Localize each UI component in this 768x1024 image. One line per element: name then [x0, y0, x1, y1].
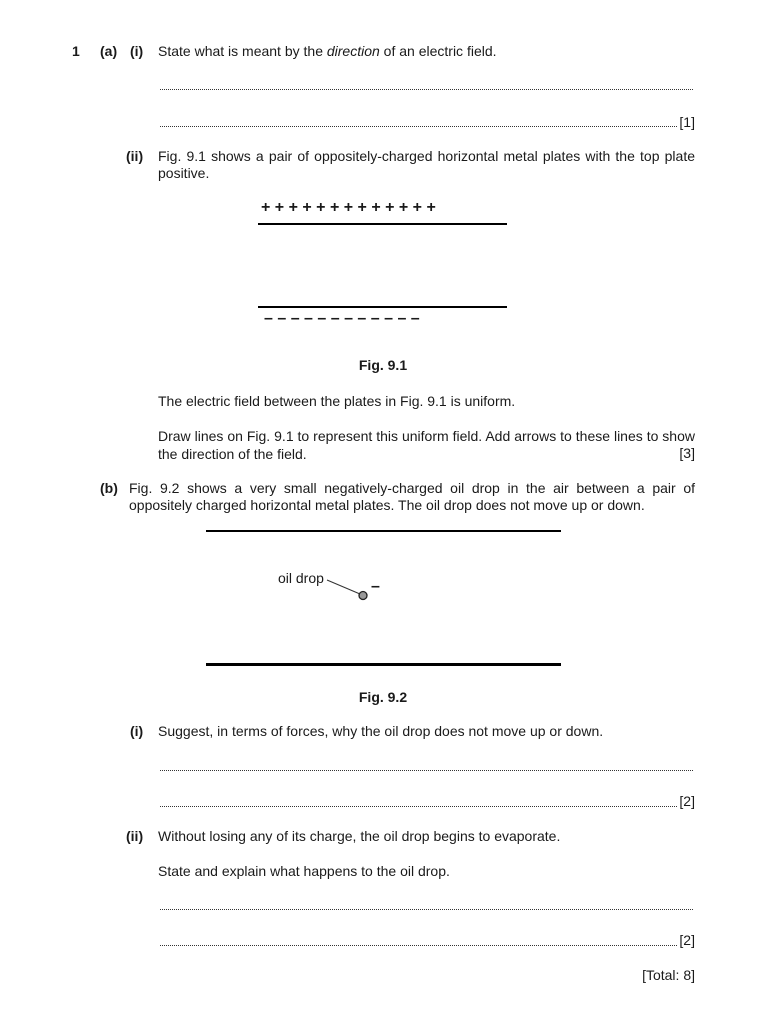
answer-line[interactable] [160, 126, 677, 127]
question-number: 1 [72, 43, 80, 59]
bottom-plate [258, 306, 507, 308]
part-b-ii-question: State and explain what happens to the oil drop. [158, 863, 450, 879]
part-a-ii-instruction: Draw lines on Fig. 9.1 to represent this uniform field. Add arrows to these lines to show the direction of the field. [158, 428, 695, 462]
part-b-ii-statement: Without losing any of its charge, the oil drop begins to evaporate. [158, 828, 561, 844]
answer-line[interactable] [160, 89, 693, 90]
part-a-i-mark: [1] [679, 114, 695, 130]
answer-line[interactable] [160, 770, 693, 771]
answer-line[interactable] [160, 909, 693, 910]
drop-charge-sign: – [371, 578, 380, 595]
part-b-i-label: (i) [130, 723, 144, 739]
bottom-plate [206, 663, 561, 666]
oil-drop [359, 592, 367, 600]
part-a-i-label: (i) [130, 43, 144, 59]
part-a-ii-label: (ii) [126, 148, 144, 164]
oil-drop-label: oil drop [278, 570, 324, 586]
plus-signs: + + + + + + + + + + + + + [261, 199, 436, 216]
part-b-ii-mark: [2] [679, 932, 695, 948]
part-b-label: (b) [100, 480, 118, 496]
part-b-ii-label: (ii) [126, 828, 144, 844]
part-b-i-question: Suggest, in terms of forces, why the oil drop does not move up or down. [158, 723, 604, 739]
part-a-label: (a) [100, 43, 118, 59]
fig-9-1-caption: Fig. 9.1 [358, 357, 408, 373]
leader-line [327, 580, 360, 594]
top-plate [258, 223, 507, 225]
part-b-i-mark: [2] [679, 793, 695, 809]
answer-line[interactable] [160, 806, 677, 807]
uniform-field-text: The electric field between the plates in Fig. 9.1 is uniform. [158, 393, 516, 409]
part-b-intro: Fig. 9.2 shows a very small negatively-charged oil drop in the air between a pair of oppositely charged horizontal metal plates. The oil drop does not move up or down. [129, 480, 695, 513]
part-a-i-text-before: State what is meant by the [158, 43, 327, 59]
minus-signs: – – – – – – – – – – – – [264, 310, 420, 327]
answer-line[interactable] [160, 945, 677, 946]
part-a-i-text-after: of an electric field. [379, 43, 497, 59]
total-marks: [Total: 8] [642, 967, 695, 983]
top-plate [206, 530, 561, 532]
fig-9-2-caption: Fig. 9.2 [358, 689, 408, 705]
part-a-i-question [158, 43, 497, 59]
part-a-i-text-italic: direction [326, 43, 380, 59]
part-a-ii-intro: Fig. 9.1 shows a pair of oppositely-charged horizontal metal plates with the top plate positive. [158, 148, 695, 181]
part-a-ii-mark: [3] [679, 445, 695, 461]
